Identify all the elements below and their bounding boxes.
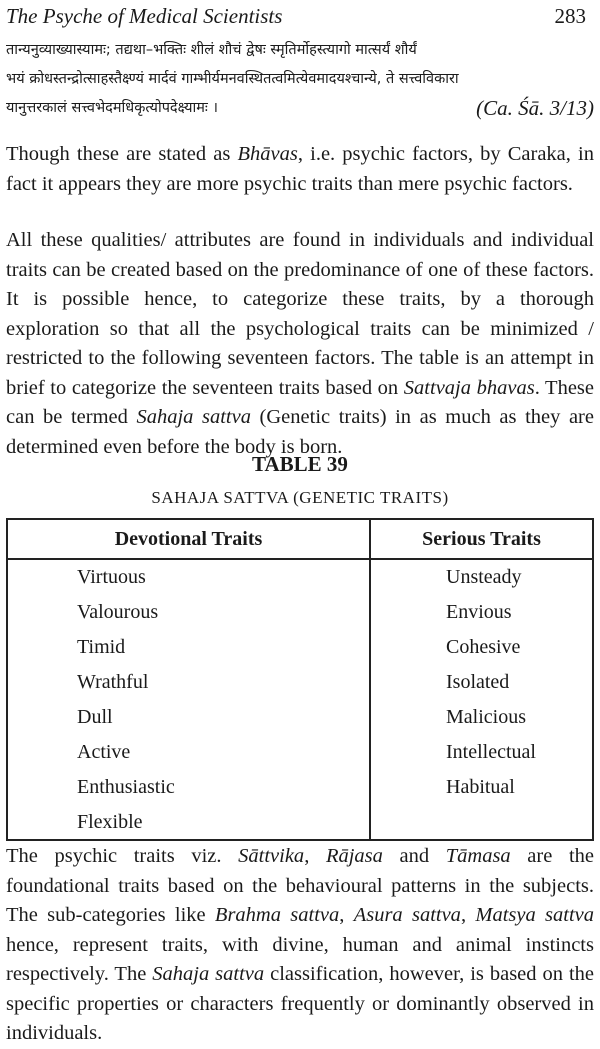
p2-italic-1: Sattvaja bhavas [403,376,535,399]
running-header [6,2,594,30]
table-row [7,595,593,630]
table-header-row [7,519,593,559]
p3-text-3: and [382,845,446,867]
devotional-trait: Valourous [7,595,370,630]
sanskrit-line-3-text: यानुत्तरकालं सत्त्वभेदमधिकृत्योपदेक्ष्यामः । [6,100,218,116]
p3-italic-2: Rājasa [325,845,383,867]
devotional-trait: Virtuous [7,559,370,595]
p3-italic-5: Asura sattva [353,904,461,926]
paragraph-1 [6,140,594,199]
p1-text-1: Though these are stated as [6,143,238,165]
header-serious: Serious Traits [370,519,593,559]
table-row [7,665,593,700]
serious-trait: Isolated [370,665,593,700]
p3-italic-4: Brahma sattva [214,904,340,926]
paragraph-3 [6,842,594,1049]
p3-text-8: classification, however, is based on the specific properties or characters frequently or dominantly observed in individuals. [6,963,594,1044]
devotional-trait: Active [7,735,370,770]
sanskrit-verse [6,36,594,123]
table-caption: SAHAJA SATTVA (GENETIC TRAITS) [151,488,449,507]
traits-table [6,518,594,841]
p3-text-5: , [339,904,354,926]
table-row [7,805,593,840]
serious-trait [370,805,593,840]
p3-text-2: , [304,845,326,867]
devotional-trait: Flexible [7,805,370,840]
p1-italic-1: Bhāvas [237,143,298,165]
header-devotional: Devotional Traits [7,519,370,559]
table-row [7,700,593,735]
devotional-trait: Dull [7,700,370,735]
verse-citation: (Ca. Śā. 3/13) [476,96,594,120]
running-title: The Psyche of Medical Scientists [6,4,283,28]
page-number: 283 [554,4,586,28]
sanskrit-line-2: भयं क्रोधस्तन्द्रोत्साहस्तैक्ष्ण्यं मार्दवं गाम्भीर्यमनवस्थितत्वमित्येवमादयश्चान्ये, ते सत्त्वविकारा [6,71,459,87]
p1-text-2: , i.e. psychic factors, by Caraka, in fact it appears they are more psychic traits than mere psychic factors. [6,143,594,195]
devotional-trait: Wrathful [7,665,370,700]
serious-trait: Malicious [370,700,593,735]
p3-text-1: The psychic traits viz. [6,845,239,867]
serious-trait: Intellectual [370,735,593,770]
p2-text-2: . These can be termed [6,376,595,428]
paragraph-2 [6,226,594,462]
table-row [7,559,593,595]
p3-italic-1: Sāttvika [238,845,305,867]
sanskrit-line-3 [6,94,594,123]
serious-trait: Unsteady [370,559,593,595]
table-title: TABLE 39 [252,452,348,476]
table-row [7,735,593,770]
serious-trait: Envious [370,595,593,630]
p3-italic-3: Tāmasa [445,845,511,867]
devotional-trait: Timid [7,630,370,665]
devotional-trait: Enthusiastic [7,770,370,805]
p2-italic-2: Sahaja sattva [136,406,251,428]
p3-italic-7: Sahaja sattva [152,963,265,985]
p2-text-1: All these qualities/ attributes are found in individuals and individual traits can be created based on the predominance of one of these factors. It is possible hence, to categorize these traits, by a thorough exploration so that all the psychological traits can be minimized / restricted to the following seventeen factors. The table is an attempt in brief to categorize the seventeen traits based on [6,229,594,399]
p3-text-4: are the foundational traits based on the behavioural patterns in the subjects. The sub-categories like [6,845,594,926]
serious-trait: Cohesive [370,630,593,665]
sanskrit-line-1: तान्यनुव्याख्यास्यामः; तद्यथा–भक्तिः शीलं शौचं द्वेषः स्मृतिर्मोहस्त्यागो मात्सर्यं शौर्यं [6,42,417,58]
p3-italic-6: Matsya sattva [475,904,594,926]
serious-trait: Habitual [370,770,593,805]
p3-text-6: , [460,904,476,926]
p3-text-7: hence, represent traits, with divine, human and animal instincts respectively. The [6,933,594,985]
table-row [7,630,593,665]
table-row [7,770,593,805]
p2-text-3: (Genetic traits) in as much as they are determined even before the body is born. [6,406,594,458]
